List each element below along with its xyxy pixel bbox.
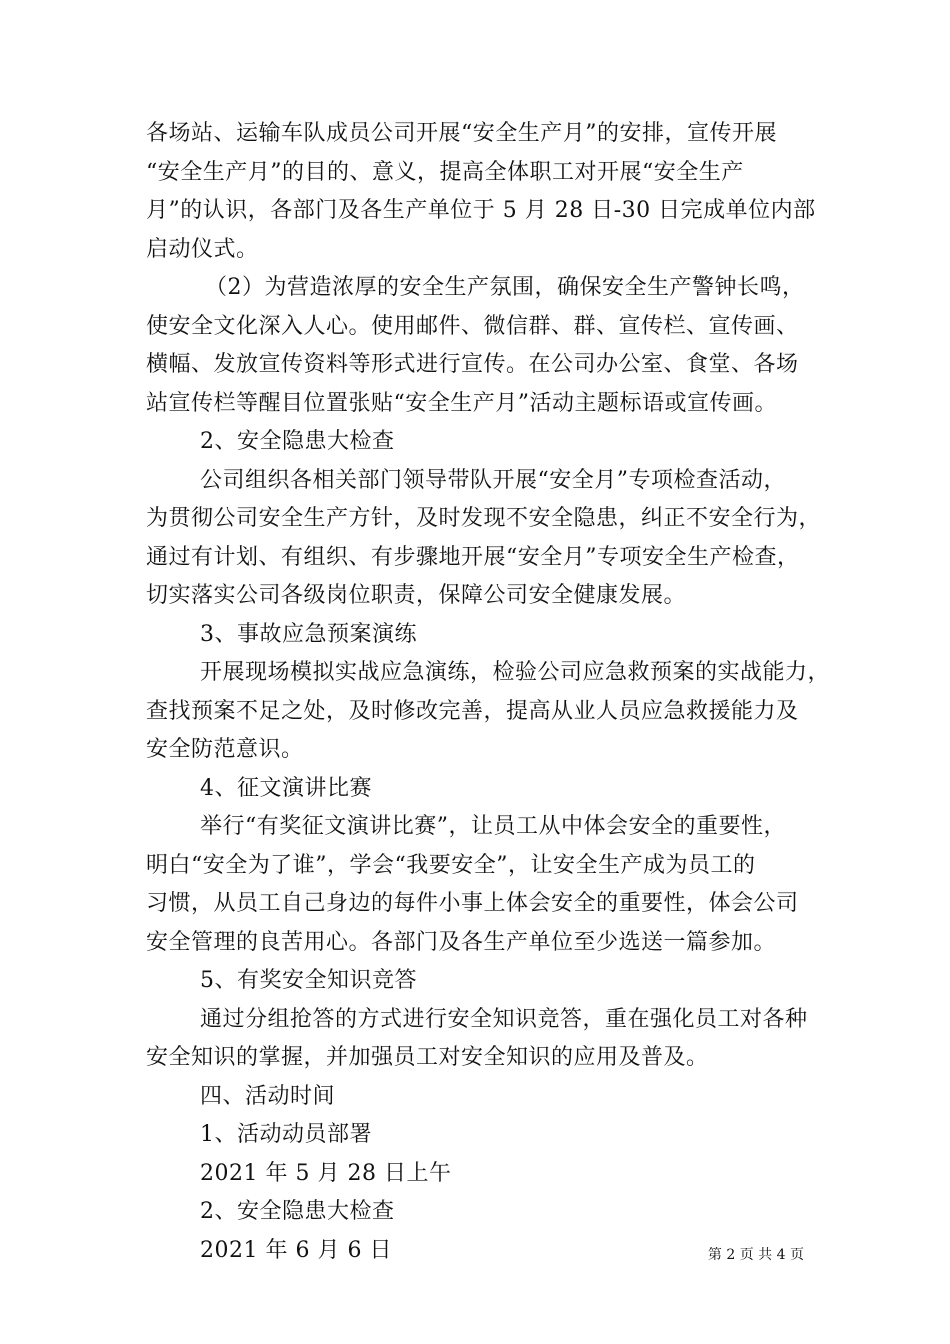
paragraph-line: 站宣传栏等醒目位置张贴“安全生产月”活动主题标语或宣传画。 bbox=[146, 391, 777, 416]
paragraph-line: 查找预案不足之处，及时修改完善，提高从业人员应急救援能力及 bbox=[146, 699, 799, 724]
paragraph-line: （2）为营造浓厚的安全生产氛围，确保安全生产警钟长鸣， bbox=[205, 275, 805, 300]
date-line: 2021 年 6 月 6 日 bbox=[200, 1238, 392, 1263]
section-heading: 4、征文演讲比赛 bbox=[200, 776, 372, 801]
page-number: 第 2 页 共 4 页 bbox=[707, 1247, 804, 1263]
paragraph-line: 安全知识的掌握，并加强员工对安全知识的应用及普及。 bbox=[146, 1045, 709, 1070]
paragraph-line: 习惯，从员工自己身边的每件小事上体会安全的重要性，体会公司 bbox=[146, 891, 799, 916]
paragraph-line: 明白“安全为了谁”，学会“我要安全”，让安全生产成为员工的 bbox=[146, 853, 756, 878]
paragraph-line: 启动仪式。 bbox=[146, 237, 259, 262]
section-heading: 四、活动时间 bbox=[200, 1084, 336, 1109]
section-heading: 2、安全隐患大检查 bbox=[200, 1199, 395, 1224]
paragraph-line: 使安全文化深入人心。使用邮件、微信群、群、宣传栏、宣传画、 bbox=[146, 314, 799, 339]
paragraph-line: 月”的认识，各部门及各生产单位于 5 月 28 日-30 日完成单位内部 bbox=[146, 198, 816, 223]
paragraph-line: 开展现场模拟实战应急演练，检验公司应急救预案的实战能力， bbox=[200, 660, 831, 685]
paragraph-line: 为贯彻公司安全生产方针，及时发现不安全隐患，纠正不安全行为， bbox=[146, 506, 822, 531]
section-heading: 5、有奖安全知识竞答 bbox=[200, 968, 417, 993]
paragraph-line: 切实落实公司各级岗位职责，保障公司安全健康发展。 bbox=[146, 583, 687, 608]
paragraph-line: 公司组织各相关部门领导带队开展“安全月”专项检查活动， bbox=[200, 468, 786, 493]
paragraph-line: 安全管理的良苦用心。各部门及各生产单位至少选送一篇参加。 bbox=[146, 930, 777, 955]
section-heading: 2、安全隐患大检查 bbox=[200, 429, 395, 454]
date-line: 2021 年 5 月 28 日上午 bbox=[200, 1161, 452, 1186]
paragraph-line: 通过有计划、有组织、有步骤地开展“安全月”专项安全生产检查， bbox=[146, 545, 800, 570]
paragraph-line: “安全生产月”的目的、意义，提高全体职工对开展“安全生产 bbox=[146, 160, 744, 185]
paragraph-line: 举行“有奖征文演讲比赛”，让员工从中体会安全的重要性， bbox=[200, 814, 786, 839]
paragraph-line: 通过分组抢答的方式进行安全知识竞答，重在强化员工对各种 bbox=[200, 1007, 808, 1032]
paragraph-line: 安全防范意识。 bbox=[146, 737, 304, 762]
paragraph-line: 各场站、运输车队成员公司开展“安全生产月”的安排，宣传开展 bbox=[146, 121, 777, 146]
section-heading: 3、事故应急预案演练 bbox=[200, 622, 417, 647]
paragraph-line: 横幅、发放宣传资料等形式进行宣传。在公司办公室、食堂、各场 bbox=[146, 352, 799, 377]
section-heading: 1、活动动员部署 bbox=[200, 1122, 372, 1147]
